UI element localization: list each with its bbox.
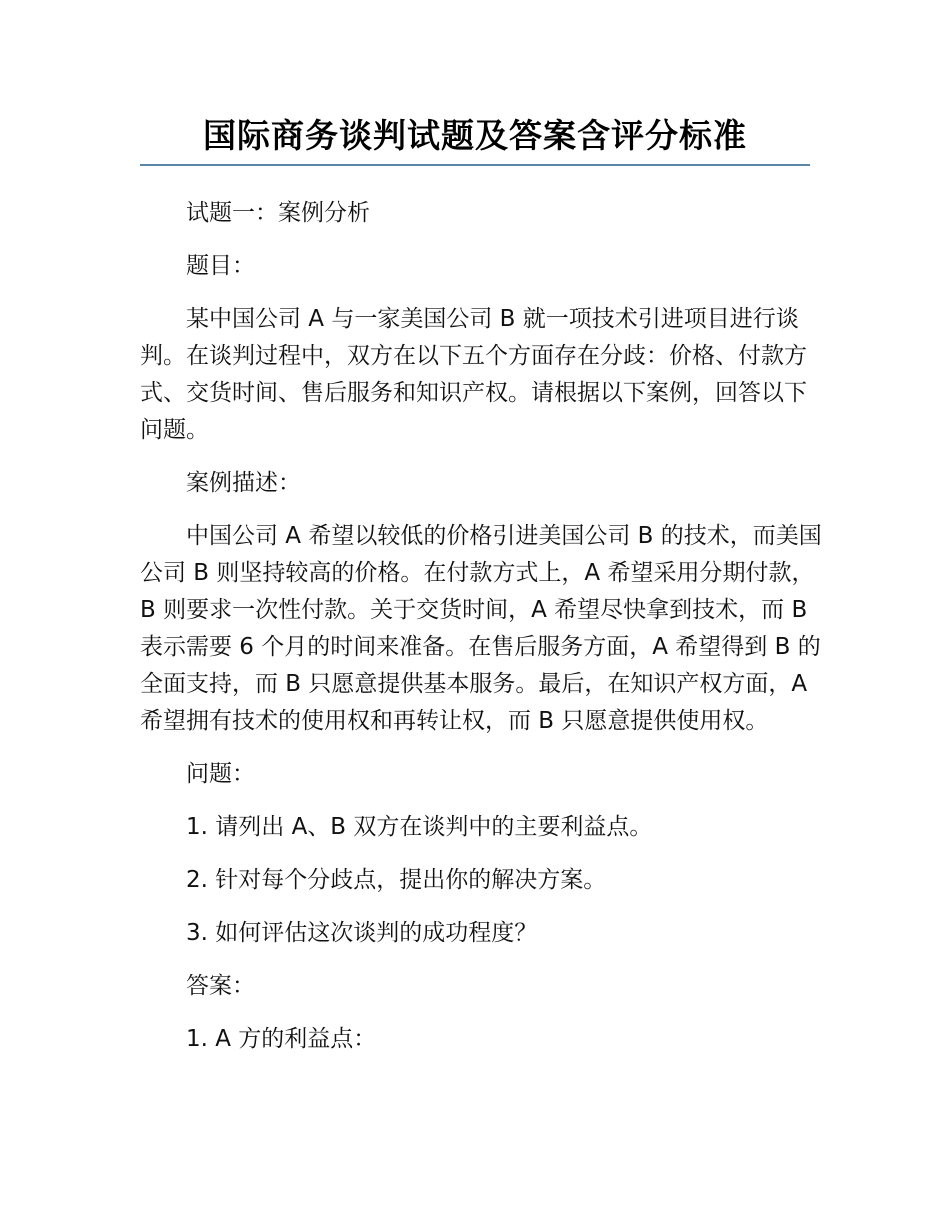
- question-label: 题目：: [186, 253, 255, 279]
- case-description-label: 案例描述：: [186, 470, 301, 496]
- question-intro-paragraph: 某中国公司 A 与一家美国公司 B 就一项技术引进项目进行谈判。在谈判过程中，双方在以下五个方面存在分歧：价格、付款方式、交货时间、售后服务和知识产权。请根据以下案例，回答以下问题。: [140, 306, 807, 443]
- document-body: [140, 195, 825, 1074]
- question-item-3: 3. 如何评估这次谈判的成功程度？: [186, 920, 538, 946]
- case-description-paragraph: 中国公司 A 希望以较低的价格引进美国公司 B 的技术，而美国公司 B 则坚持较高的价格。在付款方式上，A 希望采用分期付款，B 则要求一次性付款。关于交货时间，A 希望尽快拿到技术，而 B 表示需要 6 个月的时间来准备。在售后服务方面，A 希望得到 B 的全面支持，而 B 只愿意提供基本服务。最后，在知识产权方面，A 希望拥有技术的使用权和再转让权，而 B 只愿意提供使用权。: [140, 523, 822, 734]
- question-item-1: 1. 请列出 A、B 双方在谈判中的主要利益点。: [186, 814, 653, 840]
- answer-label: 答案：: [186, 973, 255, 999]
- questions-label: 问题：: [186, 761, 255, 787]
- document-title: 国际商务谈判试题及答案含评分标准: [203, 116, 747, 155]
- section-heading-case-analysis: 试题一：案例分析: [186, 200, 370, 226]
- question-item-2: 2. 针对每个分歧点，提出你的解决方案。: [186, 867, 607, 893]
- title-divider: [140, 164, 810, 166]
- answer-item-1: 1. A 方的利益点：: [186, 1026, 377, 1052]
